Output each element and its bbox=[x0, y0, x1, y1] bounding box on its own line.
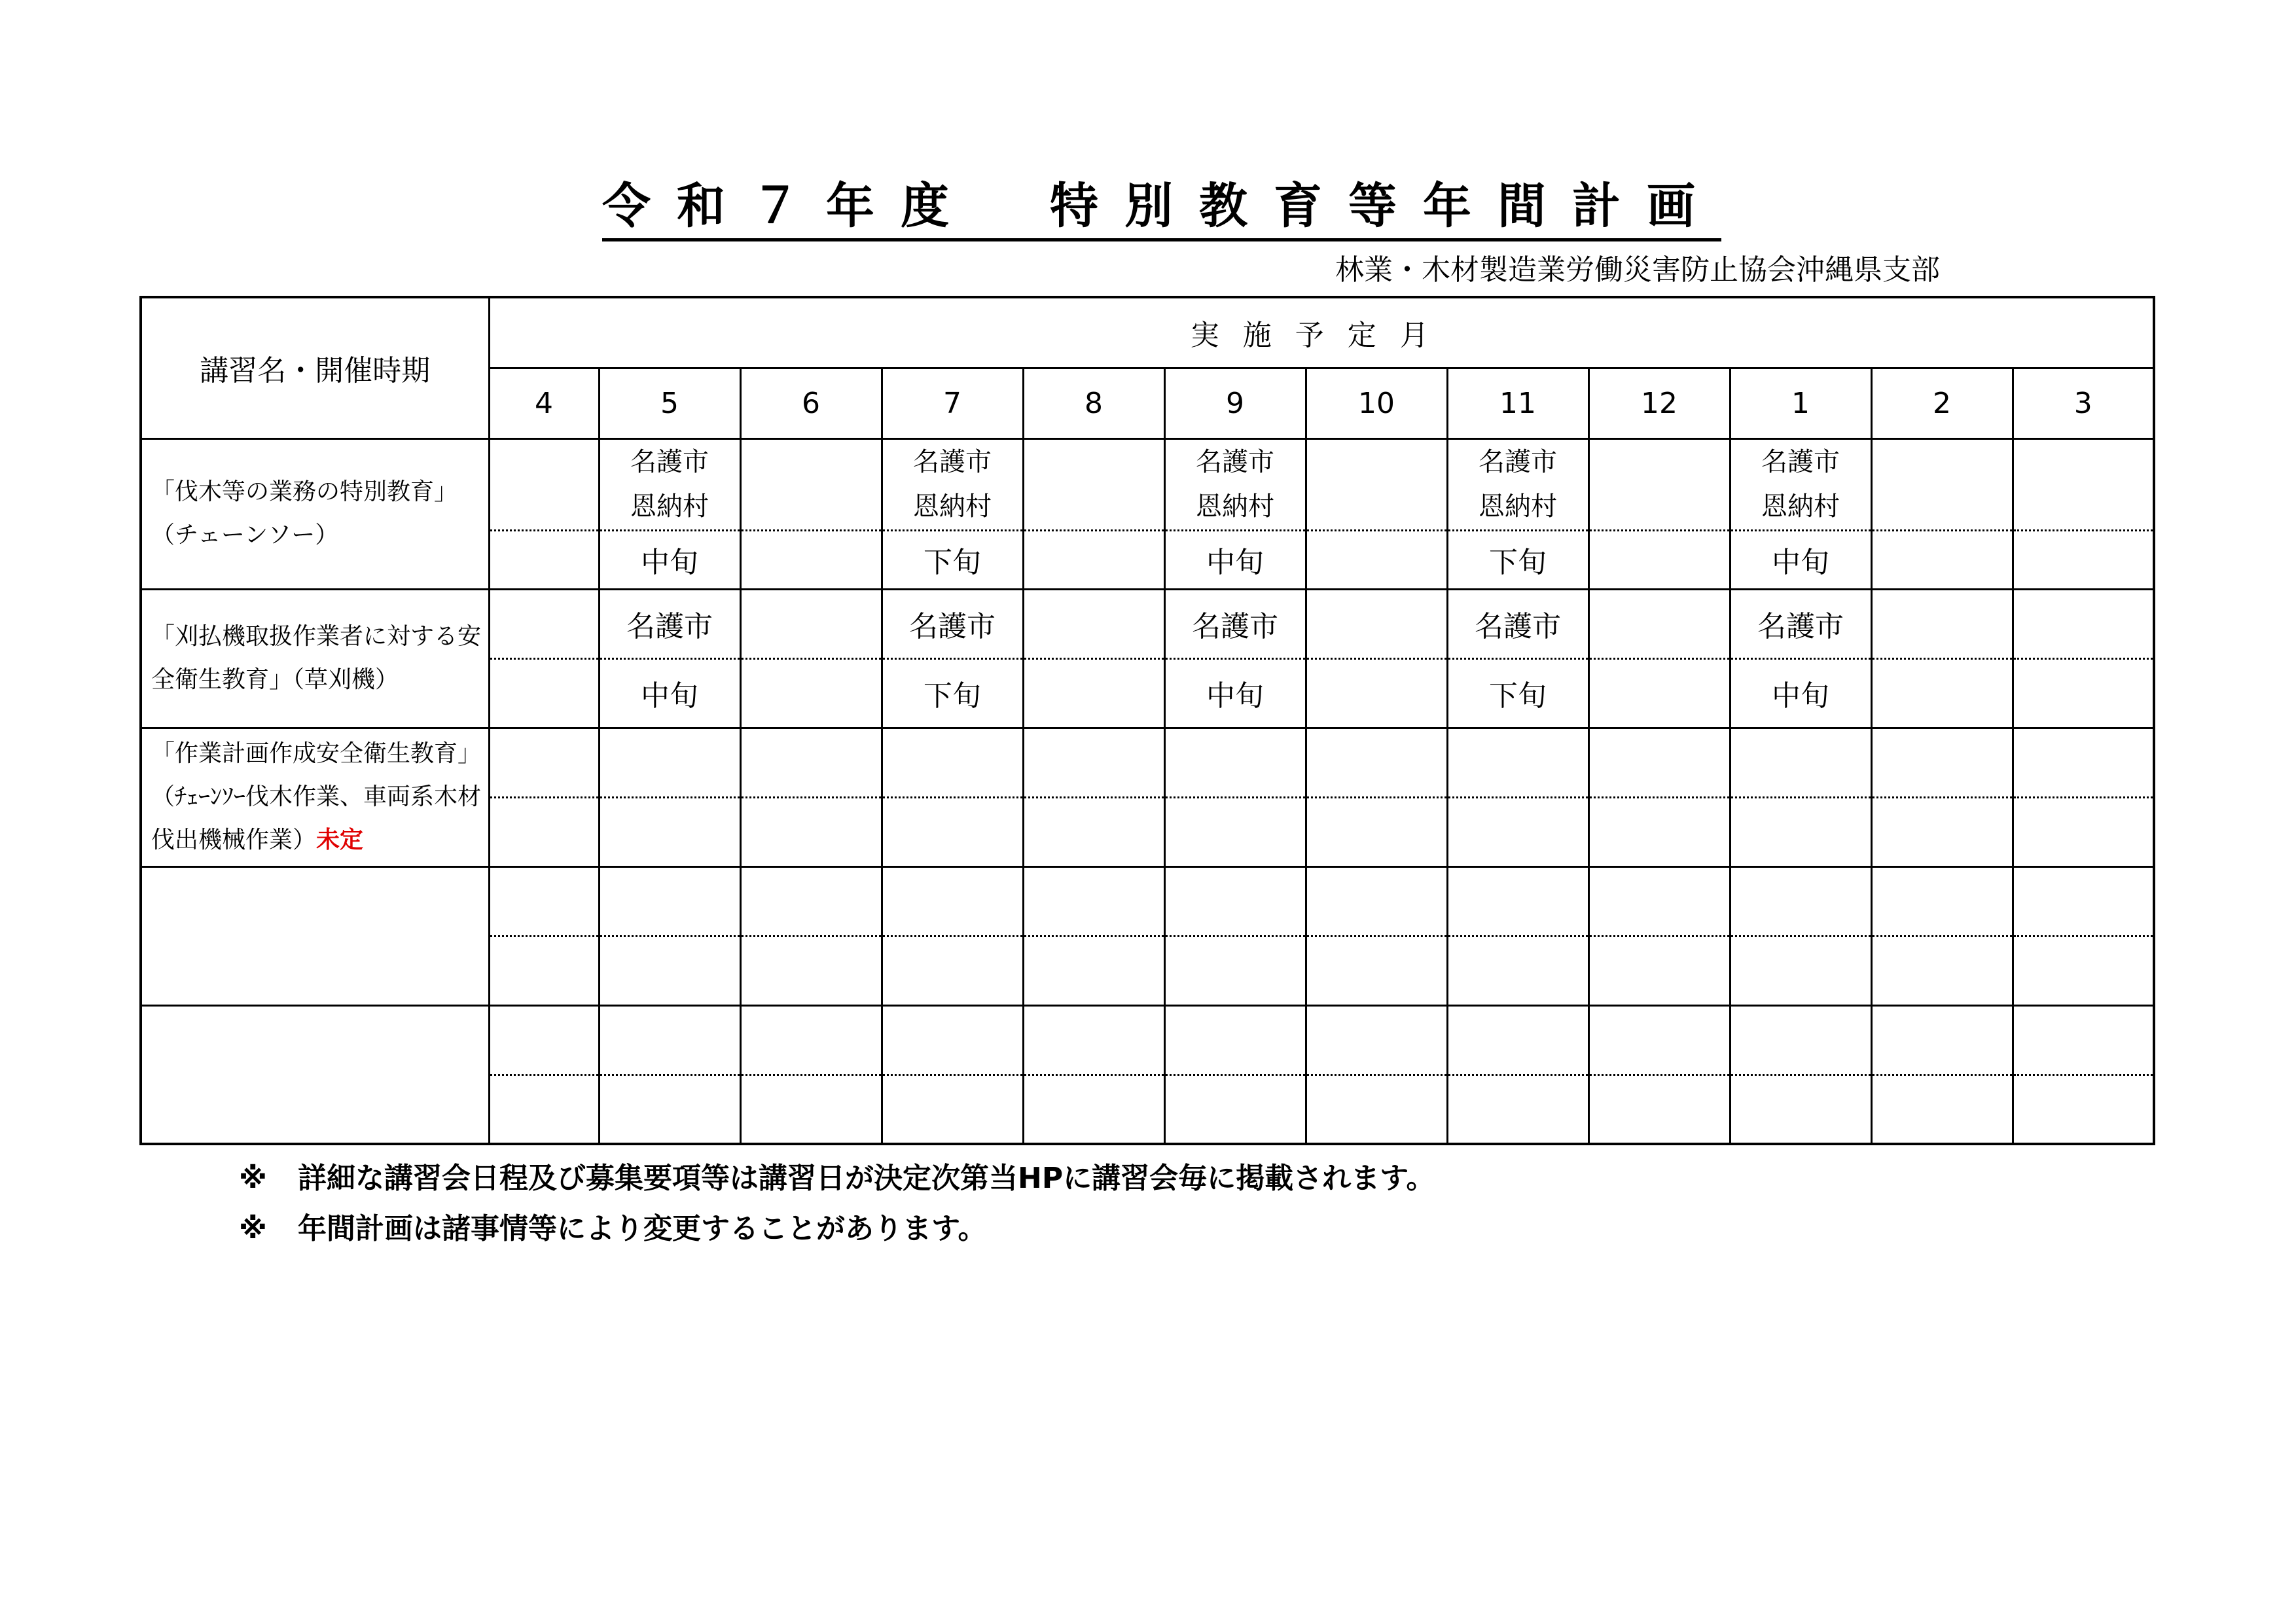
location-cell bbox=[1871, 866, 2013, 936]
header-scheduled-months: 実施予定月 bbox=[489, 297, 2154, 368]
month-header-cell: 10 bbox=[1306, 368, 1447, 438]
location-cell bbox=[1588, 438, 1730, 530]
period-cell: 下旬 bbox=[882, 658, 1023, 728]
month-header-cell: 12 bbox=[1588, 368, 1730, 438]
course-name-cell bbox=[141, 438, 489, 589]
location-line: 名護市 bbox=[1479, 447, 1557, 477]
period-cell: 中旬 bbox=[599, 530, 740, 589]
course-status-undecided: 未定 bbox=[316, 827, 364, 853]
note-2 bbox=[239, 1211, 986, 1247]
period-cell bbox=[740, 658, 882, 728]
period-cell bbox=[2013, 530, 2154, 589]
period-cell bbox=[882, 797, 1023, 866]
period-cell bbox=[1588, 658, 1730, 728]
course-name-cell bbox=[141, 866, 489, 1005]
period-cell bbox=[1164, 936, 1306, 1005]
period-cell bbox=[1164, 1075, 1306, 1144]
location-cell bbox=[1871, 1005, 2013, 1075]
period-cell bbox=[1588, 797, 1730, 866]
location-cell bbox=[1447, 438, 1588, 530]
location-cell bbox=[1306, 728, 1447, 797]
month-header-cell: 3 bbox=[2013, 368, 2154, 438]
location-cell bbox=[1164, 728, 1306, 797]
location-cell bbox=[2013, 728, 2154, 797]
location-cell bbox=[1730, 589, 1871, 658]
period-cell bbox=[2013, 936, 2154, 1005]
location-cell bbox=[740, 438, 882, 530]
course-name: 「刈払機取扱作業者に対する安全衛生教育」（草刈機） bbox=[151, 623, 482, 693]
period-cell bbox=[1023, 936, 1164, 1005]
period-cell bbox=[1306, 1075, 1447, 1144]
location-cell bbox=[1588, 1005, 1730, 1075]
period-cell bbox=[1871, 936, 2013, 1005]
period-cell bbox=[599, 936, 740, 1005]
course-name-cell bbox=[141, 728, 489, 866]
period-cell bbox=[489, 658, 599, 728]
location-cell bbox=[1164, 589, 1306, 658]
location-line: 名護市 bbox=[1196, 447, 1274, 477]
location-cell bbox=[599, 728, 740, 797]
location-cell bbox=[1730, 728, 1871, 797]
period-cell bbox=[740, 530, 882, 589]
period-cell bbox=[1871, 1075, 2013, 1144]
month-header-cell: 5 bbox=[599, 368, 740, 438]
location-cell bbox=[1447, 866, 1588, 936]
location-cell bbox=[489, 728, 599, 797]
period-cell bbox=[1730, 936, 1871, 1005]
location-cell bbox=[1588, 866, 1730, 936]
location-cell bbox=[489, 438, 599, 530]
period-cell bbox=[1306, 797, 1447, 866]
location-cell bbox=[1588, 589, 1730, 658]
location-cell bbox=[1730, 866, 1871, 936]
location-cell bbox=[1871, 728, 2013, 797]
location-cell bbox=[489, 589, 599, 658]
period-cell bbox=[1588, 936, 1730, 1005]
period-cell bbox=[1447, 1075, 1588, 1144]
annual-plan-table bbox=[139, 296, 2155, 1145]
month-header-cell: 4 bbox=[489, 368, 599, 438]
course-name: 「伐木等の業務の特別教育」（チェーンソー） bbox=[151, 478, 458, 548]
location-line: 名護市 bbox=[913, 447, 992, 477]
location-line: 名護市 bbox=[1757, 610, 1844, 643]
location-cell bbox=[882, 866, 1023, 936]
location-cell bbox=[882, 589, 1023, 658]
note-1 bbox=[239, 1160, 1435, 1197]
location-cell bbox=[1447, 589, 1588, 658]
location-line: 名護市 bbox=[1761, 447, 1840, 477]
location-cell bbox=[882, 728, 1023, 797]
period-cell bbox=[2013, 797, 2154, 866]
period-cell bbox=[1588, 530, 1730, 589]
period-cell bbox=[740, 797, 882, 866]
location-cell bbox=[1588, 728, 1730, 797]
location-cell bbox=[599, 438, 740, 530]
period-cell bbox=[1023, 1075, 1164, 1144]
period-cell bbox=[1023, 530, 1164, 589]
note-text: 年間計画は諸事情等により変更することがあります。 bbox=[298, 1212, 987, 1245]
month-header-cell: 7 bbox=[882, 368, 1023, 438]
location-cell bbox=[1447, 728, 1588, 797]
month-header-cell: 6 bbox=[740, 368, 882, 438]
location-line: 恩納村 bbox=[630, 491, 709, 522]
period-cell bbox=[1164, 797, 1306, 866]
location-line: 恩納村 bbox=[1761, 491, 1840, 522]
location-cell bbox=[1023, 1005, 1164, 1075]
location-cell bbox=[882, 1005, 1023, 1075]
location-cell bbox=[1023, 728, 1164, 797]
location-cell bbox=[1164, 866, 1306, 936]
location-cell bbox=[599, 1005, 740, 1075]
period-cell: 下旬 bbox=[882, 530, 1023, 589]
period-cell bbox=[489, 530, 599, 589]
period-cell: 中旬 bbox=[599, 658, 740, 728]
period-cell bbox=[1871, 797, 2013, 866]
location-cell bbox=[599, 589, 740, 658]
period-cell bbox=[1023, 658, 1164, 728]
location-line: 恩納村 bbox=[1196, 491, 1274, 522]
location-cell bbox=[1306, 866, 1447, 936]
course-name-cell bbox=[141, 1005, 489, 1144]
location-line: 恩納村 bbox=[1479, 491, 1557, 522]
location-cell bbox=[1447, 1005, 1588, 1075]
location-cell bbox=[1306, 1005, 1447, 1075]
month-header-cell: 1 bbox=[1730, 368, 1871, 438]
header-course-name: 講習名・開催時期 bbox=[141, 297, 489, 438]
period-cell bbox=[1730, 1075, 1871, 1144]
period-cell bbox=[2013, 658, 2154, 728]
period-cell bbox=[1306, 530, 1447, 589]
period-cell bbox=[1306, 658, 1447, 728]
period-cell: 中旬 bbox=[1730, 530, 1871, 589]
location-line: 名護市 bbox=[1192, 610, 1278, 643]
location-cell bbox=[1023, 438, 1164, 530]
period-cell bbox=[2013, 1075, 2154, 1144]
location-cell bbox=[599, 866, 740, 936]
location-cell bbox=[1306, 589, 1447, 658]
period-cell bbox=[740, 936, 882, 1005]
month-header-cell: 8 bbox=[1023, 368, 1164, 438]
location-cell bbox=[1306, 438, 1447, 530]
period-cell: 中旬 bbox=[1164, 658, 1306, 728]
month-header-cell: 9 bbox=[1164, 368, 1306, 438]
location-cell bbox=[1730, 438, 1871, 530]
page-title: 令和７年度 特別教育等年間計画 bbox=[602, 177, 1721, 241]
location-cell bbox=[2013, 1005, 2154, 1075]
location-cell bbox=[2013, 438, 2154, 530]
location-cell bbox=[740, 728, 882, 797]
location-cell bbox=[1023, 589, 1164, 658]
period-cell bbox=[1588, 1075, 1730, 1144]
month-header-cell: 11 bbox=[1447, 368, 1588, 438]
location-line: 名護市 bbox=[909, 610, 996, 643]
period-cell bbox=[1447, 936, 1588, 1005]
period-cell bbox=[489, 936, 599, 1005]
period-cell bbox=[489, 1075, 599, 1144]
period-cell bbox=[1306, 936, 1447, 1005]
period-cell: 下旬 bbox=[1447, 530, 1588, 589]
location-line: 恩納村 bbox=[913, 491, 992, 522]
location-cell bbox=[489, 866, 599, 936]
location-cell bbox=[489, 1005, 599, 1075]
period-cell bbox=[882, 1075, 1023, 1144]
month-header-cell: 2 bbox=[1871, 368, 2013, 438]
location-line: 名護市 bbox=[626, 610, 713, 643]
period-cell bbox=[882, 936, 1023, 1005]
location-cell bbox=[1023, 866, 1164, 936]
location-cell bbox=[1871, 438, 2013, 530]
period-cell bbox=[599, 797, 740, 866]
location-cell bbox=[740, 589, 882, 658]
location-cell bbox=[1164, 1005, 1306, 1075]
period-cell: 中旬 bbox=[1730, 658, 1871, 728]
location-cell bbox=[2013, 589, 2154, 658]
period-cell bbox=[599, 1075, 740, 1144]
location-cell bbox=[740, 1005, 882, 1075]
note-text: 詳細な講習会日程及び募集要項等は講習日が決定次第当HPに講習会毎に掲載されます。 bbox=[298, 1162, 1435, 1195]
location-cell bbox=[1871, 589, 2013, 658]
location-cell bbox=[1730, 1005, 1871, 1075]
organization-name: 林業・木材製造業労働災害防止協会沖縄県支部 bbox=[1335, 253, 1940, 287]
period-cell bbox=[1730, 797, 1871, 866]
period-cell: 下旬 bbox=[1447, 658, 1588, 728]
period-cell bbox=[1023, 797, 1164, 866]
period-cell bbox=[1871, 658, 2013, 728]
period-cell bbox=[1871, 530, 2013, 589]
location-line: 名護市 bbox=[1475, 610, 1561, 643]
period-cell bbox=[489, 797, 599, 866]
location-line: 名護市 bbox=[630, 447, 709, 477]
period-cell bbox=[1447, 797, 1588, 866]
location-cell bbox=[882, 438, 1023, 530]
note-mark: ※ bbox=[239, 1162, 267, 1195]
note-mark: ※ bbox=[239, 1212, 267, 1245]
course-name-cell bbox=[141, 589, 489, 728]
location-cell bbox=[740, 866, 882, 936]
period-cell: 中旬 bbox=[1164, 530, 1306, 589]
course-name: 「作業計画作成安全衛生教育」（ﾁｪｰﾝｿｰ伐木作業、車両系木材伐出機械作業） bbox=[151, 740, 482, 853]
period-cell bbox=[740, 1075, 882, 1144]
location-cell bbox=[1164, 438, 1306, 530]
location-cell bbox=[2013, 866, 2154, 936]
